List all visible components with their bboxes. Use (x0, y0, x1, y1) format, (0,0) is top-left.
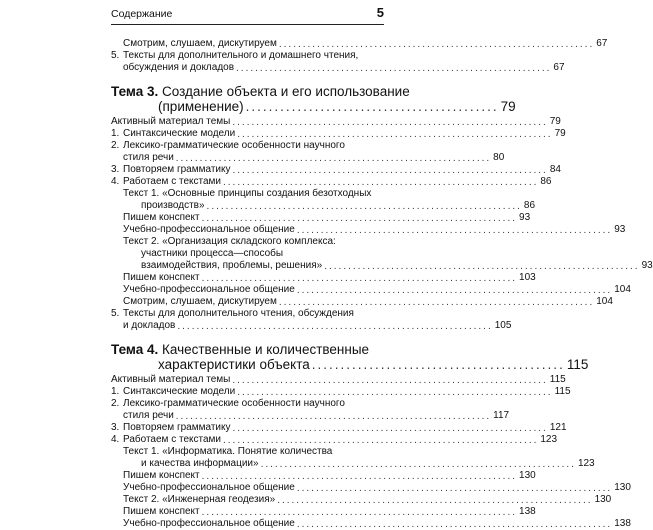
toc-entry-page: 86 (523, 200, 536, 211)
toc-entry-page: 121 (549, 422, 567, 433)
toc-entry (111, 398, 384, 410)
toc-entry-page: 123 (540, 434, 558, 445)
toc-entry (111, 140, 384, 152)
toc-entry-number: 4. (111, 176, 120, 187)
toc-subentry: Пишем конспект .................................................................. 138 (123, 506, 536, 518)
toc-entry (111, 308, 384, 320)
toc-entry-page: 84 (549, 164, 561, 175)
toc-entry-page: 105 (494, 320, 512, 331)
toc-entry: Смотрим, слушаем, дискутируем .................................................................. 67 (123, 38, 608, 50)
toc-entry-text: Пишем конспект (123, 212, 200, 223)
theme-title: Качественные и количественные (162, 342, 370, 357)
toc-entry-page: 104 (596, 296, 613, 307)
theme-page: 79 (500, 99, 516, 114)
toc-entry-text: Повторяем грамматику (123, 422, 231, 433)
toc-entry-text: Учебно-профессиональное общение (123, 284, 295, 295)
toc-entry-text: Лексико-грамматические особенности научного (123, 398, 345, 409)
toc-entry-text: стиля речи (123, 410, 174, 421)
toc-entry: 4. Работаем с текстами .................................................................. 86 (111, 176, 552, 188)
toc-entry-page: 117 (493, 410, 510, 421)
toc-entry-number: 3. (111, 164, 120, 175)
theme-heading: Тема 4. Качественные и количественные характеристики объекта ............................................ 115 (111, 342, 589, 372)
toc-subentry: Смотрим, слушаем, дискутируем .................................................................. 104 (123, 296, 613, 308)
toc-entry-number: 2. (111, 140, 120, 151)
toc-entry-text: Работаем с текстами (123, 176, 221, 187)
toc-entry-page: 130 (594, 494, 612, 505)
toc-entry-text: Учебно-профессиональное общение (123, 518, 295, 529)
theme-title: (применение) (158, 99, 244, 114)
toc-entry-text: Активный материал темы (111, 374, 231, 385)
toc-entry-number: 1. (111, 386, 120, 397)
toc-entry-number: 1. (111, 128, 120, 139)
header-page-number: 5 (376, 5, 384, 20)
toc-entry-page: 130 (614, 482, 631, 493)
toc-entry: 3. Повторяем грамматику .................................................................. 84 (111, 164, 561, 176)
toc-entry: 4. Работаем с текстами .................................................................. 123 (111, 434, 558, 446)
toc-entry-text: обсуждения и докладов (123, 62, 235, 73)
toc-subentry: Текст 2. «Инженерная геодезия» .................................................................. 130 (123, 494, 612, 506)
toc-entry-page: 79 (549, 116, 561, 127)
toc-subentry: Пишем конспект .................................................................. 93 (123, 212, 531, 224)
toc-entry: 1. Синтаксические модели .................................................................. 79 (111, 128, 566, 140)
theme-page: 115 (566, 357, 589, 372)
toc-entry: 3. Повторяем грамматику .................................................................. 121 (111, 422, 567, 434)
header-title: Содержание (111, 8, 173, 20)
toc-subentry (111, 446, 384, 458)
toc-subentry: Учебно-профессиональное общение .................................................................. 104 (123, 284, 631, 296)
toc-subentry (111, 188, 384, 200)
toc-entry-page: 79 (554, 128, 566, 139)
theme-label: Тема 3. (111, 84, 159, 99)
toc-entry-text: участники процесса—способы (141, 248, 284, 259)
theme-title: Создание объекта и его использование (162, 84, 410, 99)
toc-entry-page: 123 (577, 458, 595, 469)
toc-entry-text: Пишем конспект (123, 470, 200, 481)
theme-title: характеристики объекта (158, 357, 310, 372)
toc-entry-text: Текст 2. «Инженерная геодезия» (123, 494, 276, 505)
toc-entry-page: 93 (614, 224, 626, 235)
toc-entry-cont: стиля речи .................................................................. 117 (123, 410, 510, 422)
toc-entry-text: стиля речи (123, 152, 174, 163)
toc-entry-text: Повторяем грамматику (123, 164, 231, 175)
toc-entry-page: 138 (614, 518, 631, 529)
toc-subentry: Пишем конспект .................................................................. 103 (123, 272, 536, 284)
toc-entry: Активный материал темы .................................................................. 79 (111, 116, 561, 128)
toc-entry-text: Смотрим, слушаем, дискутируем (123, 296, 277, 307)
toc-entry-page: 115 (554, 386, 571, 397)
toc-entry-page: 103 (519, 272, 536, 283)
toc-entry-text: Пишем конспект (123, 272, 200, 283)
toc-entry-cont: обсуждения и докладов .................................................................. 67 (123, 62, 565, 74)
toc-entry: Активный материал темы .................................................................. 115 (111, 374, 566, 386)
toc-entry-text: Учебно-профессиональное общение (123, 224, 295, 235)
toc-entry-text: Лексико-грамматические особенности научного (123, 140, 345, 151)
toc-entry-number: 5. (111, 308, 120, 319)
toc-entry-text: производств» (141, 200, 205, 211)
toc-entry-text: и качества информации» (141, 458, 259, 469)
toc-entry-text: Учебно-профессиональное общение (123, 482, 295, 493)
toc-subentry-cont (111, 248, 384, 260)
running-header (111, 6, 384, 25)
toc-entry-text: и докладов (123, 320, 176, 331)
toc-entry-page: 130 (519, 470, 536, 481)
toc-entry-page: 104 (614, 284, 631, 295)
toc-entry-page: 86 (540, 176, 552, 187)
toc-entry-number: 2. (111, 398, 120, 409)
toc-entry-text: Работаем с текстами (123, 434, 221, 445)
toc-entry-page: 93 (641, 260, 653, 271)
toc-entry (111, 50, 384, 62)
toc-entry-text: Синтаксические модели (123, 128, 236, 139)
toc-entry-number: 4. (111, 434, 120, 445)
toc-subentry (111, 236, 384, 248)
toc-entry-text: Тексты для дополнительного чтения, обсуждения (123, 308, 354, 319)
toc-entry-page: 138 (519, 506, 536, 517)
toc-entry-page: 67 (553, 62, 565, 73)
toc-entry-cont: и докладов .................................................................. 105 (123, 320, 512, 332)
toc-subentry-cont: взаимодействия, проблемы, решения» .................................................................. 93 (141, 260, 653, 272)
toc-entry-text: Текст 2. «Организация складского комплекса: (123, 236, 336, 247)
table-of-contents (111, 38, 653, 530)
toc-entry-text: взаимодействия, проблемы, решения» (141, 260, 323, 271)
toc-entry-number: 3. (111, 422, 120, 433)
toc-subentry-cont: и качества информации» .................................................................. 123 (141, 458, 595, 470)
toc-subentry: Учебно-профессиональное общение .................................................................. 130 (123, 482, 631, 494)
toc-entry-text: Тексты для дополнительного и домашнего чтения, (123, 50, 359, 61)
toc-entry-number: 5. (111, 50, 120, 61)
toc-entry: 1. Синтаксические модели .................................................................. 115 (111, 386, 571, 398)
toc-entry-page: 67 (596, 38, 608, 49)
toc-entry-cont: стиля речи .................................................................. 80 (123, 152, 505, 164)
toc-entry-text: Текст 1. «Информатика. Понятие количества (123, 446, 333, 457)
toc-entry-text: Смотрим, слушаем, дискутируем (123, 38, 277, 49)
toc-entry-page: 115 (549, 374, 566, 385)
theme-heading: Тема 3. Создание объекта и его использование (применение) ............................................ 79 (111, 84, 516, 114)
toc-subentry: Учебно-профессиональное общение .................................................................. 93 (123, 224, 626, 236)
toc-subentry-cont: производств» .................................................................. 86 (141, 200, 536, 212)
toc-entry-text: Пишем конспект (123, 506, 200, 517)
toc-entry-text: Активный материал темы (111, 116, 231, 127)
toc-subentry: Пишем конспект .................................................................. 130 (123, 470, 536, 482)
theme-label: Тема 4. (111, 342, 159, 357)
toc-entry-page: 80 (493, 152, 505, 163)
toc-subentry: Учебно-профессиональное общение .................................................................. 138 (123, 518, 631, 530)
toc-entry-text: Синтаксические модели (123, 386, 236, 397)
toc-entry-text: Текст 1. «Основные принципы создания безотходных (123, 188, 372, 199)
toc-entry-page: 93 (519, 212, 531, 223)
